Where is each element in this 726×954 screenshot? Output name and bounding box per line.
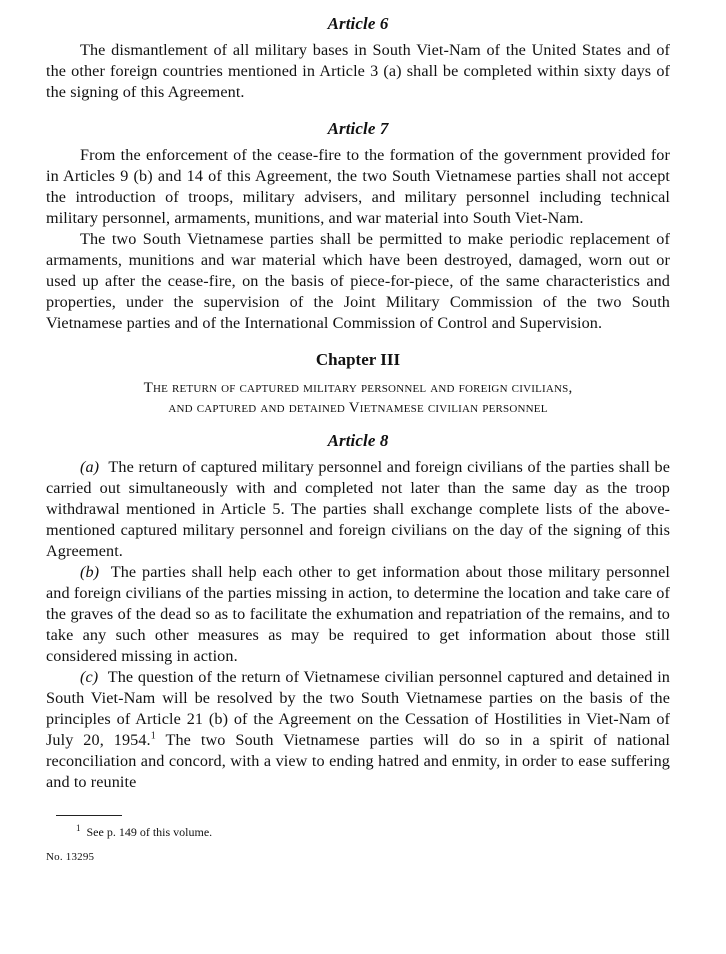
footnote-divider (56, 815, 122, 816)
paragraph-a-text: The return of captured military personnel and foreign civilians of the parties shall be carried out simultaneously with and completed not later than the same day as the troop withdrawal mentioned in Article 5. The parties shall exchange complete lists of the above-mentioned captured military personnel and foreign civilians on the day of the signing of this Agreement. (46, 458, 670, 560)
chapter-subtitle-line-2: and captured and detained Vietnamese civilian personnel (168, 400, 548, 416)
footnote-text: See p. 149 of this volume. (86, 825, 213, 839)
paragraph-c-text-2: The two South Vietnamese parties will do so in a spirit of national reconciliation and concord, with a view to ending hatred and enmity, in order to ease suffering and to reunite (46, 731, 671, 791)
article-6-heading: Article 6 (327, 14, 389, 33)
article-7 (46, 119, 670, 334)
article-8-heading: Article 8 (327, 431, 389, 450)
article-7-paragraph-1: From the enforcement of the cease-fire to the formation of the government provided for in Articles 9 (b) and 14 of this Agreement, the two South Vietnamese parties shall not accept the introduction of troops, military advisers, and military personnel including technical military personnel, armaments, munitions, and war material into South Viet-Nam. (46, 146, 670, 227)
paragraph-a-label: (a) (80, 458, 100, 476)
document-number: No. 13295 (46, 851, 95, 863)
article-6 (46, 14, 670, 103)
footnote (46, 820, 670, 840)
chapter-heading: Chapter III (315, 350, 401, 369)
article-7-paragraph-2: The two South Vietnamese parties shall be permitted to make periodic replacement of armaments, munitions and war material which have been destroyed, damaged, worn out or used up after the cease-fire, on the basis of piece-for-piece, of the same characteristics and properties, under the supervision of the Joint Military Commission of the two South Vietnamese parties and of the International Commission of Control and Supervision. (46, 230, 670, 332)
article-8-paragraph-b (46, 562, 670, 667)
article-6-paragraph: The dismantlement of all military bases in South Viet-Nam of the United States and of the other foreign countries mentioned in Article 3 (a) shall be completed within sixty days of the signing of this Agreement. (46, 41, 670, 101)
article-7-heading: Article 7 (327, 119, 389, 138)
chapter-3-header (46, 350, 670, 418)
article-8-paragraph-c (46, 667, 670, 793)
paragraph-b-text: The parties shall help each other to get information about those military personnel and foreign civilians of the parties missing in action, to determine the location and take care of the graves of the dead so as to facilitate the exhumation and repatriation of the remains, and to take any such other measures as may be required to get information about those still considered missing in action. (46, 563, 670, 665)
article-8-paragraph-a (46, 457, 670, 562)
paragraph-c-text-1: The question of the return of Vietnamese civilian personnel captured and detained in South Viet-Nam will be resolved by the two South Vietnamese parties on the basis of the principles of Article 21 (b) of the Agreement on the Cessation of Hostilities in Viet-Nam of July 20, 1954. (46, 668, 670, 749)
paragraph-b-label: (b) (80, 563, 100, 581)
chapter-subtitle-line-1: The return of captured military personnel and foreign civilians, (143, 380, 573, 396)
article-8 (46, 431, 670, 793)
footnote-reference-mark[interactable]: 1 (150, 730, 156, 742)
footnote-mark: 1 (76, 823, 81, 833)
paragraph-c-label: (c) (80, 668, 99, 686)
